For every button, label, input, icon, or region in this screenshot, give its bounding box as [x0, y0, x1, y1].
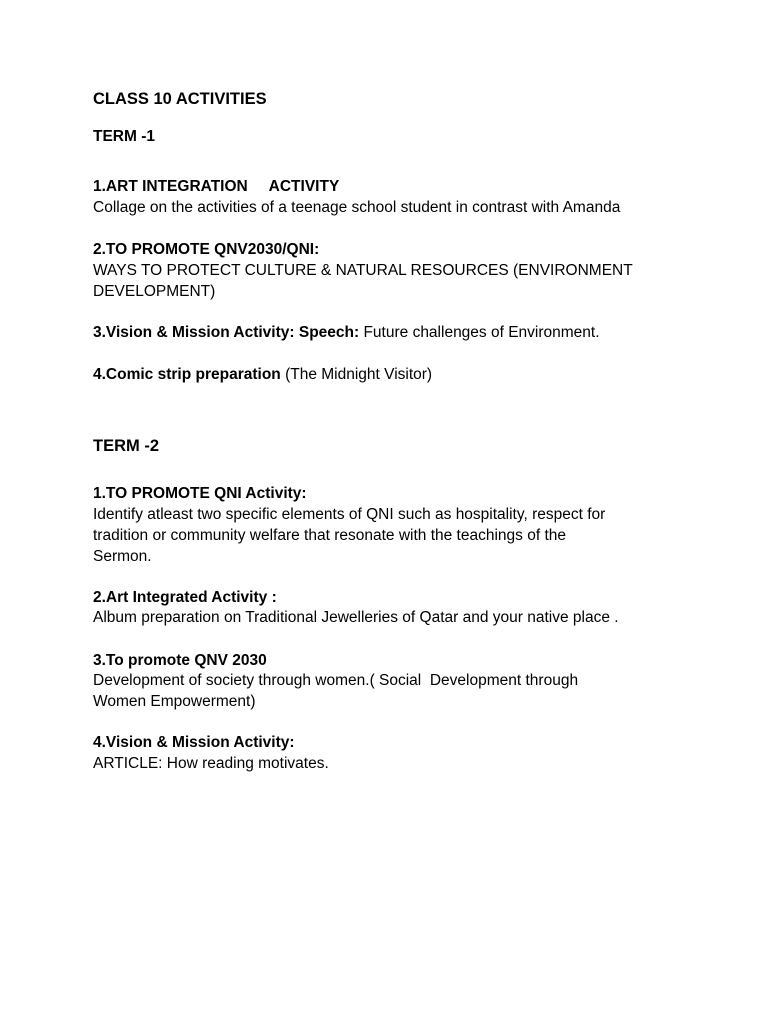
term1-item2-text-line1: WAYS TO PROTECT CULTURE & NATURAL RESOURCES (ENVIRONMENT: [93, 262, 633, 279]
term2-item3-heading: 3.To promote QNV 2030: [93, 652, 267, 669]
document-title: CLASS 10 ACTIVITIES: [93, 90, 267, 108]
term1-item4-text: (The Midnight Visitor): [280, 366, 433, 383]
term2-item1-text-line2: tradition or community welfare that resonate with the teachings of the: [93, 527, 566, 544]
term2-item1-heading: 1.TO PROMOTE QNI Activity:: [93, 485, 307, 502]
term2-item2-text: Album preparation on Traditional Jewelleries of Qatar and your native place .: [93, 609, 619, 626]
term2-item1-text-line3: Sermon.: [93, 548, 152, 565]
term2-item1-text-line1: Identify atleast two specific elements of QNI such as hospitality, respect for: [93, 506, 606, 523]
term1-item3: [93, 322, 600, 343]
term2-item3-text-line1: Development of society through women.( Social Development through: [93, 672, 579, 689]
term1-item3-text: Future challenges of Environment.: [359, 324, 600, 341]
term1-item1-text: Collage on the activities of a teenage school student in contrast with Amanda: [93, 199, 621, 216]
term1-item3-heading: 3.Vision & Mission Activity: Speech:: [93, 324, 360, 341]
term1-item4-heading: 4.Comic strip preparation: [93, 366, 281, 383]
term2-item2-heading: 2.Art Integrated Activity :: [93, 589, 277, 606]
term1-heading: TERM -1: [93, 128, 155, 145]
term2-item3-text-line2: Women Empowerment): [93, 693, 256, 710]
term1-item2-text-line2: DEVELOPMENT): [93, 283, 216, 300]
term2-item4-heading: 4.Vision & Mission Activity:: [93, 734, 295, 751]
term1-item2-heading: 2.TO PROMOTE QNV2030/QNI:: [93, 241, 320, 258]
term1-item4: [93, 364, 432, 385]
term1-item1-heading: 1.ART INTEGRATION ACTIVITY: [93, 178, 340, 195]
term2-item4-text: ARTICLE: How reading motivates.: [93, 755, 329, 772]
term2-heading: TERM -2: [93, 437, 159, 455]
